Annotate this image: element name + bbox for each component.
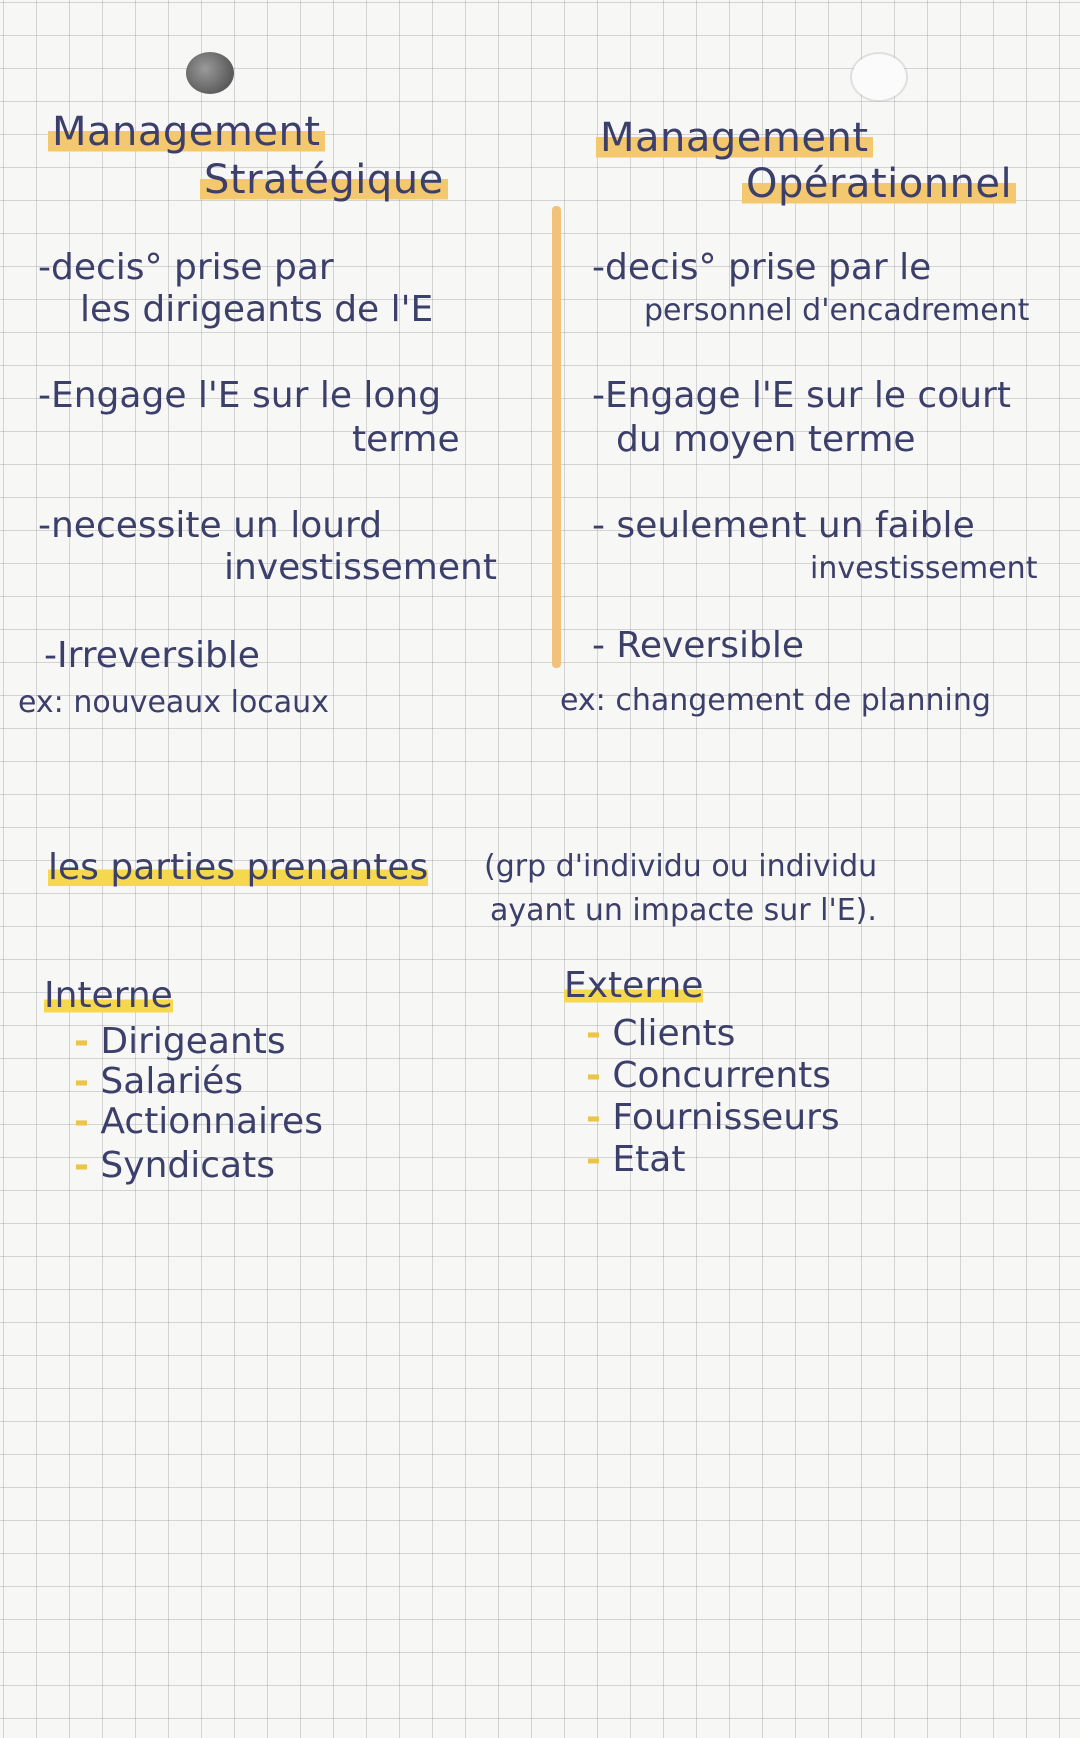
right-item-4: - Reversible — [592, 625, 804, 666]
right-item-2a: -Engage l'E sur le court — [592, 375, 1011, 416]
bullet-dash: - — [74, 1101, 89, 1142]
punch-hole-right — [852, 54, 906, 100]
externe-item: - Etat — [586, 1139, 686, 1180]
bullet-dash: - — [74, 1021, 89, 1062]
bullet-dash: - — [74, 1145, 89, 1186]
bullet-dash: - — [586, 1097, 601, 1138]
bullet-dash: - — [586, 1013, 601, 1054]
left-item-2a: -Engage l'E sur le long — [38, 375, 442, 416]
parties-definition-line2: ayant un impacte sur l'E). — [490, 893, 877, 928]
interne-item: - Salariés — [74, 1061, 244, 1102]
left-title-line2: Stratégique — [200, 160, 448, 200]
right-title-line2: Opérationnel — [742, 164, 1016, 204]
externe-item: - Fournisseurs — [586, 1097, 840, 1138]
left-item-3a: -necessite un lourd — [38, 505, 383, 546]
left-item-3b: investissement — [224, 547, 497, 588]
right-item-3b: investissement — [810, 551, 1038, 586]
left-example: ex: nouveaux locaux — [18, 685, 329, 720]
bullet-dash: - — [74, 1061, 89, 1102]
left-item-2b: terme — [352, 419, 460, 460]
interne-item: - Syndicats — [74, 1145, 275, 1186]
left-item-1b: les dirigeants de l'E — [80, 289, 434, 330]
externe-title: Externe — [564, 965, 704, 1006]
bullet-dash: - — [586, 1139, 601, 1180]
left-item-4: -Irreversible — [44, 635, 260, 676]
right-item-1b: personnel d'encadrement — [644, 293, 1030, 328]
right-title-line1: Management — [596, 118, 873, 158]
right-item-1a: -decis° prise par le — [592, 247, 932, 288]
left-item-1a: -decis° prise par — [38, 247, 334, 288]
parties-definition-line1: (grp d'individu ou individu — [484, 849, 878, 884]
externe-item: - Concurrents — [586, 1055, 832, 1096]
parties-heading: les parties prenantes — [48, 847, 429, 888]
externe-item: - Clients — [586, 1013, 736, 1054]
left-title-line1: Management — [48, 112, 325, 152]
column-divider — [552, 206, 561, 668]
punch-hole-left — [186, 52, 234, 94]
right-item-2b: du moyen terme — [616, 419, 916, 460]
right-item-3a: - seulement un faible — [592, 505, 975, 546]
interne-item: - Actionnaires — [74, 1101, 323, 1142]
right-example: ex: changement de planning — [560, 683, 991, 718]
interne-item: - Dirigeants — [74, 1021, 286, 1062]
bullet-dash: - — [586, 1055, 601, 1096]
interne-title: Interne — [44, 975, 173, 1016]
